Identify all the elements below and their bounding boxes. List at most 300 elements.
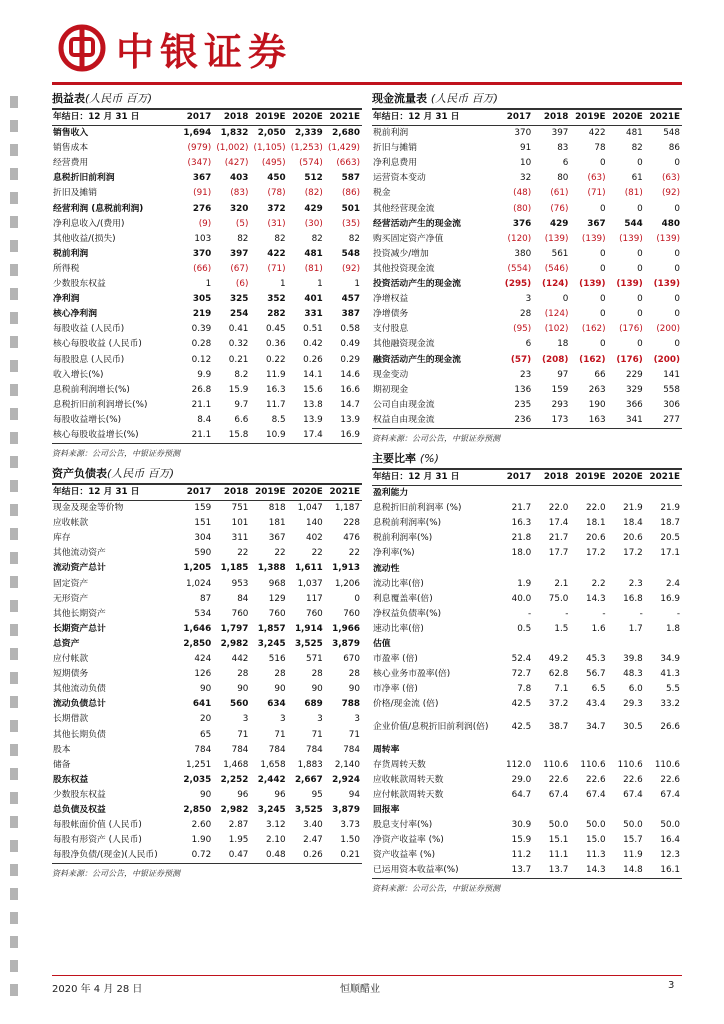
value-cell: 112.0 xyxy=(506,759,532,770)
value-cell: 22.6 xyxy=(660,774,680,785)
row-label-cell: 息税折旧前利润 xyxy=(53,173,115,184)
row-label-cell: 其他收益/(损失) xyxy=(53,233,116,244)
row-label-cell: 经营活动产生的现金流 xyxy=(373,218,461,229)
income-statement-title xyxy=(52,90,362,110)
row-label-cell: 长期借款 xyxy=(53,714,89,725)
value-cell: 3 xyxy=(354,714,360,725)
value-cell: 3 xyxy=(279,714,286,725)
header-year-cell: 2017 xyxy=(496,110,533,126)
table-row xyxy=(372,773,682,788)
table-row xyxy=(52,712,362,727)
sidebar-dash xyxy=(10,864,18,876)
sidebar-dash xyxy=(10,240,18,252)
sidebar-dash xyxy=(10,816,18,828)
value-cell: 11.9 xyxy=(265,369,286,380)
table-row xyxy=(52,622,362,637)
row-label-cell: 税前利润率(%) xyxy=(373,533,433,544)
value-cell: 1,832 xyxy=(220,128,249,139)
table-header-row xyxy=(372,470,682,486)
income-source-note: 资料来源：公司公告，中银证券预测 xyxy=(52,449,180,459)
value-cell: 190 xyxy=(588,399,606,410)
row-label-cell: 支付股息 xyxy=(373,324,409,335)
header-year-cell: 2020E xyxy=(288,110,325,126)
table-row xyxy=(372,398,682,413)
value-cell: 15.1 xyxy=(548,835,569,846)
value-cell: 311 xyxy=(231,533,249,544)
value-cell: 33.2 xyxy=(660,699,680,710)
table-row xyxy=(372,413,682,429)
value-cell: 587 xyxy=(341,173,360,184)
sidebar-dash xyxy=(10,504,18,516)
value-cell: 370 xyxy=(514,128,532,139)
value-cell: 2,442 xyxy=(257,774,286,785)
value-cell: 3 xyxy=(317,714,323,725)
value-cell: 17.1 xyxy=(660,548,680,559)
value-cell: 28 xyxy=(237,669,249,680)
value-cell: - xyxy=(528,608,532,619)
value-cell: 236 xyxy=(496,413,533,429)
row-label-cell: 投资减少/增加 xyxy=(373,248,429,259)
value-cell: 2,252 xyxy=(220,774,249,785)
table-row xyxy=(52,141,362,156)
balance-sheet-title xyxy=(52,465,362,485)
footer-date: 2020 年 4 月 28 日 xyxy=(52,984,143,995)
value-cell: 2,339 xyxy=(294,128,323,139)
value-cell: 82 xyxy=(311,233,323,244)
value-cell: (5) xyxy=(235,218,249,229)
value-cell: 2,050 xyxy=(257,128,286,139)
table-row xyxy=(372,833,682,848)
value-cell: 0.42 xyxy=(303,339,323,350)
value-cell: 20.5 xyxy=(660,533,680,544)
value-cell: 3 xyxy=(242,714,249,725)
sidebar-dash xyxy=(10,216,18,228)
value-cell: (139) xyxy=(653,279,680,290)
value-cell xyxy=(608,637,645,652)
value-cell: 15.7 xyxy=(623,835,643,846)
value-cell: 2.3 xyxy=(628,578,643,589)
table-header-row xyxy=(52,110,362,126)
row-label-cell: 市净率 (倍) xyxy=(373,684,418,695)
row-label-cell: 应付帐款 xyxy=(53,654,89,665)
value-cell: 16.3 xyxy=(511,518,532,529)
value-cell: 5.5 xyxy=(666,684,680,695)
value-cell: 11.9 xyxy=(623,850,643,861)
row-label-cell: 折旧及摊销 xyxy=(53,188,97,199)
footer-rule xyxy=(52,975,682,976)
value-cell: 1,206 xyxy=(334,578,360,589)
row-label-cell: 净资产收益率 (%) xyxy=(373,835,444,846)
value-cell: 62.8 xyxy=(548,669,569,680)
value-cell: 818 xyxy=(268,503,286,514)
value-cell: 67.4 xyxy=(585,789,606,800)
value-cell: 28 xyxy=(311,669,323,680)
header-year-cell: 2017 xyxy=(176,485,213,501)
row-label-cell: 每股股息 (人民币) xyxy=(53,354,125,365)
value-cell: 429 xyxy=(304,203,323,214)
row-label-cell: 固定资产 xyxy=(53,578,89,589)
value-cell: (71) xyxy=(267,263,286,274)
value-cell: 0 xyxy=(599,339,606,350)
value-cell: 2.4 xyxy=(666,578,680,589)
table-row xyxy=(52,833,362,848)
value-cell: 14.8 xyxy=(608,863,645,879)
value-cell: 2.47 xyxy=(303,835,323,846)
table-row xyxy=(372,531,682,546)
table-row xyxy=(372,788,682,803)
value-cell xyxy=(645,803,682,818)
table-row xyxy=(52,247,362,262)
table-row xyxy=(372,652,682,667)
header-year-cell: 2017 xyxy=(176,110,213,126)
value-cell: 760 xyxy=(343,608,360,619)
value-cell: 2,924 xyxy=(332,774,360,785)
table-row xyxy=(52,531,362,546)
value-cell xyxy=(645,562,682,577)
value-cell: 21.7 xyxy=(511,503,532,514)
row-label-cell: 经营费用 xyxy=(53,158,89,169)
row-label-cell: 净增权益 xyxy=(373,294,409,305)
table-header-row xyxy=(52,485,362,501)
value-cell: 544 xyxy=(624,218,643,229)
table-row xyxy=(372,622,682,637)
value-cell: 6.6 xyxy=(234,414,249,425)
table-row xyxy=(52,577,362,592)
value-cell: 90 xyxy=(200,789,212,800)
value-cell xyxy=(533,803,570,818)
value-cell: 71 xyxy=(274,729,286,740)
sidebar-dash xyxy=(10,552,18,564)
value-cell: 2.2 xyxy=(591,578,606,589)
income-statement-section xyxy=(52,90,362,459)
value-cell: 38.7 xyxy=(548,722,569,732)
value-cell: 34.9 xyxy=(660,654,680,665)
brand-name: 中银证券 xyxy=(116,29,293,74)
value-cell xyxy=(496,803,533,818)
value-cell: 90 xyxy=(311,684,323,695)
value-cell: 367 xyxy=(268,533,286,544)
table-row xyxy=(52,592,362,607)
value-cell: 282 xyxy=(267,309,286,320)
ratios-source-note: 资料来源：公司公告，中银证券预测 xyxy=(372,884,500,894)
value-cell: 1,205 xyxy=(183,563,212,574)
sidebar-dash xyxy=(10,960,18,972)
value-cell: 0 xyxy=(674,263,680,274)
value-cell xyxy=(570,486,607,502)
row-label-cell: 长期资产总计 xyxy=(53,623,106,634)
value-cell: 760 xyxy=(268,608,286,619)
value-cell: 16.4 xyxy=(660,835,680,846)
value-cell: 41.3 xyxy=(660,669,680,680)
value-cell: 22.6 xyxy=(585,774,606,785)
value-cell: (66) xyxy=(193,263,212,274)
value-cell: 65 xyxy=(200,729,212,740)
value-cell: 86 xyxy=(668,143,680,154)
value-cell: (347) xyxy=(187,158,212,169)
value-cell: 0 xyxy=(599,263,606,274)
row-label-cell: 利息覆盖率(倍) xyxy=(373,593,433,604)
row-label-cell: 应收帐款 xyxy=(53,518,89,529)
table-row xyxy=(372,141,682,156)
value-cell: 2.87 xyxy=(228,820,249,831)
header-year-cell: 2021E xyxy=(325,485,362,501)
value-cell: (78) xyxy=(267,188,286,199)
table-row xyxy=(372,202,682,217)
value-cell: (61) xyxy=(550,188,569,199)
value-cell: 110.6 xyxy=(580,759,606,770)
table-row xyxy=(372,292,682,307)
income-unit-text: (人民币 百万) xyxy=(85,92,153,105)
value-cell: (495) xyxy=(261,158,286,169)
value-cell: 13.7 xyxy=(533,863,570,879)
row-label-cell: 公司自由现金流 xyxy=(373,399,435,410)
table-row xyxy=(52,697,362,712)
value-cell: 2,850 xyxy=(183,804,212,815)
value-cell: 968 xyxy=(268,578,286,589)
value-cell: 0.32 xyxy=(228,339,249,350)
table-row xyxy=(372,322,682,337)
value-cell xyxy=(608,562,645,577)
value-cell xyxy=(570,637,607,652)
value-cell: (1,429) xyxy=(327,143,360,154)
table-row xyxy=(372,637,682,652)
table-row xyxy=(372,307,682,322)
value-cell: 2,982 xyxy=(220,638,249,649)
row-label-cell: 税前利润 xyxy=(53,248,89,259)
table-row xyxy=(372,607,682,622)
value-cell: 481 xyxy=(304,248,323,259)
value-cell: 7.8 xyxy=(517,684,532,695)
row-label-cell: 股本 xyxy=(53,744,71,755)
value-cell xyxy=(496,743,533,758)
value-cell: 7.1 xyxy=(554,684,569,695)
header-label-cell: 年结日：12 月 31 日 xyxy=(52,485,176,501)
value-cell: 277 xyxy=(645,413,682,429)
value-cell: (124) xyxy=(541,279,569,290)
value-cell: 11.2 xyxy=(511,850,532,861)
row-label-cell: 短期债务 xyxy=(53,669,89,680)
value-cell: 16.1 xyxy=(645,863,682,879)
sidebar-dash xyxy=(10,672,18,684)
header-label-cell: 年结日：12 月 31 日 xyxy=(372,470,496,486)
value-cell: 82 xyxy=(348,233,360,244)
value-cell: 72.7 xyxy=(511,669,532,680)
value-cell: 548 xyxy=(341,248,360,259)
value-cell: 370 xyxy=(192,248,212,259)
value-cell: 1,024 xyxy=(186,578,212,589)
row-label-cell: 资产收益率 (%) xyxy=(373,850,436,861)
value-cell: 0 xyxy=(599,309,606,320)
sidebar-dash xyxy=(10,768,18,780)
value-cell: 6 xyxy=(525,339,532,350)
table-row xyxy=(52,383,362,398)
value-cell: 1.5 xyxy=(554,623,569,634)
table-row xyxy=(52,156,362,171)
value-cell: 8.4 xyxy=(197,414,212,425)
value-cell: 590 xyxy=(194,548,212,559)
value-cell: 0 xyxy=(599,158,606,169)
table-row xyxy=(372,368,682,383)
row-label-cell: 股息支付率(%) xyxy=(373,819,433,830)
value-cell: 28 xyxy=(348,669,360,680)
value-cell: 42.5 xyxy=(511,722,532,732)
table-header-row xyxy=(372,110,682,126)
value-cell: 95 xyxy=(311,789,323,800)
ratios-title-text: 主要比率 xyxy=(372,452,416,465)
row-label-cell: 少数股东权益 xyxy=(53,279,106,290)
table-row xyxy=(372,232,682,247)
sidebar-dash xyxy=(10,888,18,900)
table-row xyxy=(372,383,682,398)
header-year-cell: 2021E xyxy=(645,470,682,486)
value-cell: 13.8 xyxy=(303,399,323,410)
value-cell: 67.4 xyxy=(548,789,569,800)
value-cell: 0 xyxy=(599,203,606,214)
value-cell: 1.50 xyxy=(340,835,360,846)
cashflow-title-text: 现金流量表 xyxy=(372,92,427,105)
value-cell: 16.6 xyxy=(340,384,360,395)
header-year-cell: 2021E xyxy=(325,110,362,126)
table-row xyxy=(372,577,682,592)
value-cell: 17.2 xyxy=(585,548,606,559)
value-cell: 0.12 xyxy=(191,354,212,365)
value-cell: 329 xyxy=(625,384,643,395)
sidebar-dash xyxy=(10,96,18,108)
table-row xyxy=(372,171,682,186)
value-cell: 30.9 xyxy=(511,819,532,830)
value-cell: 22.0 xyxy=(585,503,606,514)
table-row xyxy=(372,682,682,697)
value-cell: 1,694 xyxy=(183,128,212,139)
table-row xyxy=(372,126,682,142)
value-cell: 0 xyxy=(637,203,643,214)
value-cell: 83 xyxy=(557,143,569,154)
value-cell: (35) xyxy=(341,218,360,229)
row-label-cell: 每股帐面价值 (人民币) xyxy=(53,820,142,831)
header-year-cell: 2018 xyxy=(213,485,250,501)
value-cell: 1,251 xyxy=(186,759,212,770)
table-row xyxy=(372,743,682,758)
sidebar-dash xyxy=(10,576,18,588)
value-cell: 20 xyxy=(200,714,212,725)
value-cell: 18.1 xyxy=(585,518,606,529)
table-row xyxy=(372,337,682,352)
value-cell: 670 xyxy=(343,654,360,665)
row-label-cell: 企业价值/息税折旧前利润(倍) xyxy=(373,722,489,732)
value-cell: (979) xyxy=(187,143,212,154)
value-cell: 14.3 xyxy=(570,863,607,879)
value-cell: 14.7 xyxy=(340,399,360,410)
header-label-cell: 年结日：12 月 31 日 xyxy=(372,110,496,126)
value-cell: 34.7 xyxy=(585,722,606,732)
value-cell xyxy=(645,486,682,502)
value-cell: 15.9 xyxy=(511,835,532,846)
value-cell: 90 xyxy=(274,684,286,695)
value-cell: (48) xyxy=(513,188,532,199)
header-year-cell: 2020E xyxy=(288,485,325,501)
value-cell: (124) xyxy=(544,309,569,320)
table-row xyxy=(52,561,362,576)
value-cell: 22.6 xyxy=(623,774,643,785)
row-label-cell: 价格/现金流 (倍) xyxy=(373,699,439,710)
value-cell: 558 xyxy=(663,384,680,395)
value-cell: 50.0 xyxy=(548,819,569,830)
bank-of-china-logo-icon xyxy=(58,24,106,72)
row-label-cell: 净利润 xyxy=(53,294,80,305)
value-cell: 14.1 xyxy=(303,369,323,380)
header-year-cell: 2018 xyxy=(533,470,570,486)
row-label-cell: 净利率(%) xyxy=(373,548,415,559)
row-label-cell: 净利息收入/(费用) xyxy=(53,218,125,229)
value-cell: (176) xyxy=(616,354,643,365)
value-cell: 1,468 xyxy=(223,759,249,770)
row-label-cell: 回报率 xyxy=(373,804,400,815)
value-cell: 97 xyxy=(557,369,569,380)
value-cell: 23 xyxy=(520,369,532,380)
table-row xyxy=(52,818,362,833)
value-cell: 788 xyxy=(341,699,360,710)
value-cell: 380 xyxy=(514,248,532,259)
value-cell: (139) xyxy=(616,279,643,290)
value-cell: 52.4 xyxy=(511,654,532,665)
value-cell: (663) xyxy=(336,158,360,169)
row-label-cell: 息税折旧前利润率 (%) xyxy=(373,503,462,514)
table-row xyxy=(52,667,362,682)
value-cell: 78 xyxy=(594,143,606,154)
header-year-cell: 2018 xyxy=(533,110,570,126)
value-cell: 82 xyxy=(274,233,286,244)
table-row xyxy=(372,516,682,531)
value-cell: 21.1 xyxy=(176,428,213,444)
value-cell: 61 xyxy=(631,173,643,184)
value-cell: 90 xyxy=(237,684,249,695)
value-cell: 21.8 xyxy=(511,533,532,544)
value-cell: 13.9 xyxy=(303,414,323,425)
value-cell: 6.0 xyxy=(628,684,643,695)
value-cell: 0 xyxy=(674,339,680,350)
value-cell: 12.3 xyxy=(660,850,680,861)
row-label-cell: 股东权益 xyxy=(53,774,89,785)
value-cell: 0 xyxy=(354,593,360,604)
value-cell: 126 xyxy=(194,669,212,680)
value-cell: 560 xyxy=(230,699,249,710)
value-cell xyxy=(496,486,533,502)
sidebar-dash xyxy=(10,432,18,444)
value-cell: 0.58 xyxy=(340,324,360,335)
table-row xyxy=(372,758,682,773)
value-cell: 16.9 xyxy=(325,428,362,444)
value-cell: (6) xyxy=(235,279,249,290)
value-cell: 1.6 xyxy=(591,623,606,634)
value-cell: 3,525 xyxy=(294,638,323,649)
value-cell: 306 xyxy=(663,399,680,410)
value-cell: 6.5 xyxy=(591,684,606,695)
value-cell: 0 xyxy=(674,294,680,305)
table-row xyxy=(52,217,362,232)
row-label-cell: 流动资产总计 xyxy=(53,563,106,574)
value-cell: 0 xyxy=(674,248,680,259)
row-label-cell: 库存 xyxy=(53,533,71,544)
value-cell: 136 xyxy=(514,384,532,395)
value-cell: 50.0 xyxy=(623,819,643,830)
value-cell: 0 xyxy=(674,309,680,320)
value-cell xyxy=(496,637,533,652)
value-cell: 784 xyxy=(231,744,249,755)
value-cell: 50.0 xyxy=(660,819,680,830)
value-cell: 103 xyxy=(194,233,212,244)
table-row xyxy=(52,607,362,622)
sidebar-dash xyxy=(10,336,18,348)
